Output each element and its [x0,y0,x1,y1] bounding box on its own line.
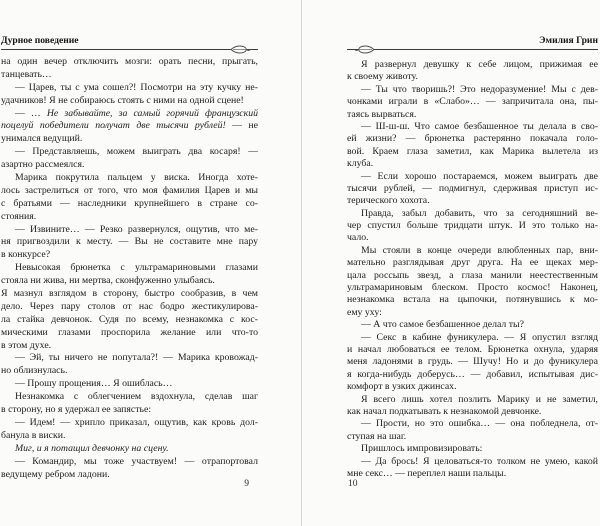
body-text: ей жизни? — брюнетка растерянно покачала голо- [347,133,598,145]
body-text: комфорт в узких джинсах. [347,381,457,393]
text-line [1,391,258,404]
body-text: танцевать… [1,68,52,80]
body-text: лось застрелиться от того, что моя фамилия Царев и мы [1,184,258,196]
text-line [1,340,258,353]
text-line [1,120,258,133]
text-line [1,327,258,340]
body-text: ня пригвоздили к месту. — Вы не составите мне пару [1,236,258,248]
text-line [347,406,598,418]
body-text: терического хохота. [347,195,430,207]
body-text: незнакомка встала на цыпочки, потянувшись к мо- [347,294,598,306]
text-line [347,195,598,207]
text-line [347,369,598,381]
text-line [347,208,598,220]
text-line [1,314,258,327]
text-line [1,275,258,288]
body-text: на один вечер отключить мозги: орать песни, прыгать, [1,56,258,67]
body-text: мическими глазами проспорила желание или что-то [1,326,258,338]
body-text: — Да брось! Я целоваться-то толком не умею, какой [361,455,598,467]
body-text: чонками играли в «Слабо»… — запричитала она, пы- [347,96,598,108]
text-line [347,356,598,368]
running-head-book-title: Дурное поведение [1,35,79,46]
text-line [347,344,598,356]
text-line [347,158,598,170]
body-text: Мы стояли в конце очереди влюбленных пар, вни- [361,244,598,256]
text-line [1,198,258,211]
text-line [1,69,258,82]
page-number: 10 [348,478,358,489]
running-head-author-name: Эмилия Грин [539,35,598,46]
body-text: клуба. [347,158,374,170]
body-text: дело. Через пару столов от нас бодро жестикулирова- [1,300,258,312]
body-text: — не [225,120,258,132]
body-text: но облизнулась. [1,365,68,377]
text-line [1,211,258,224]
text-line [347,109,598,121]
body-text: таясь вырваться. [347,108,417,120]
text-line [347,443,598,455]
text-line [1,108,258,121]
body-text: в сторону, но я удержал ее запястье: [1,404,152,416]
body-text: мательно разглядывая друг друга. На ее щеках мер- [347,257,598,269]
text-line [1,352,258,365]
body-text: стояла ни жива, ни мертва, сконфуженно улыбаясь. [1,275,215,287]
text-line [1,82,258,95]
text-line [1,95,258,108]
body-text: стояния. [1,210,37,222]
text-line [347,146,598,158]
text-line [347,431,598,443]
body-text: ему уху: [347,306,382,318]
body-text: тысячи рублей, — подмигнул, сдерживая приступ ис- [347,182,598,194]
text-line [1,185,258,198]
body-text: ла стайка девчонок. Судя по всему, незнакомка с кос- [1,313,258,325]
italic-text: Миг, и я потащил девчонку на сцену. [15,442,169,454]
text-line [347,456,598,468]
text-line [347,96,598,108]
body-text: чер спустил больше тридцати штук. И это только на- [347,220,598,232]
body-text: Пришлось импровизировать: [361,443,483,455]
body-text: — Прошу прощения… Я ошиблась… [15,378,173,390]
text-line [347,307,598,319]
text-line [1,288,258,301]
body-text: к своему животу. [347,71,418,83]
text-line [347,270,598,282]
body-text: — Эй, ты ничего не попутала?! — Марика кровожад- [15,352,258,364]
text-line [347,171,598,183]
body-text: Я всего лишь хотел позлить Марику и не заметил, [361,393,598,405]
text-line [1,56,258,69]
header-rule [347,49,598,50]
body-text: — Командир, мы тоже участвуем! — отрапортовал [15,455,258,467]
body-text: мне секс… — переплел наши пальцы. [347,467,507,479]
header-ornament-icon [354,45,376,54]
body-text: удачников! Я не собираюсь стоять с ними на одной сцене! [1,94,244,106]
text-line [1,456,258,469]
body-text: вой. Краем глаза заметил, как Марика вылетела из [347,145,598,157]
body-text: — Ш-ш-ш. Что самое безбашенное ты делала в сво- [361,120,598,132]
text-line [347,133,598,145]
page-body [1,56,258,481]
page-divider [301,0,302,526]
text-line [347,319,598,331]
text-line [347,220,598,232]
body-text: — Прости, но это ошибка… — она побледнела, от- [361,418,598,430]
body-text: — … [15,107,47,119]
body-text: Марика покрутила пальцем у виска. Иногда хоте- [15,172,258,184]
italic-text: Не забывайте, за самый горячий французский [46,107,258,119]
body-text: азартно рассмеялся. [1,159,85,171]
text-line [347,394,598,406]
text-line [347,381,598,393]
text-line [1,236,258,249]
text-line [347,84,598,96]
header-rule [1,49,258,50]
body-text: меня ладонями в грудь. — Шучу! Но и до фуникулера [347,356,598,368]
text-line [347,418,598,430]
body-text: в конкурсе? [1,249,51,261]
italic-text: поцелуй победители получат две тысячи рублей! [1,120,226,132]
body-text: с братьями — наследники крупнейшего в стране со- [1,197,258,209]
text-line [1,172,258,185]
text-line [1,249,258,262]
text-line [347,232,598,244]
text-line [1,146,258,159]
page-right [347,0,598,526]
body-text: чало. [347,232,369,244]
text-line [1,378,258,391]
body-text: — Ты что творишь?! Это недоразумение! Мы с дев- [361,83,598,95]
body-text: — Идем! — хрипло приказал, ощутив, как кровь дол- [15,416,258,428]
text-line [1,365,258,378]
body-text: — А что самое безбашенное делал ты? [361,319,524,331]
body-text: ультрамариновым блеском. Просто космос! Наконец, [347,282,598,294]
text-line [1,443,258,456]
text-line [347,59,598,71]
text-line [347,71,598,83]
text-line [1,301,258,314]
page-number: 9 [244,478,249,489]
text-line [1,159,258,172]
body-text: — Представляешь, можем выиграть два косаря! — [15,146,258,158]
text-line [1,224,258,237]
text-line [347,183,598,195]
body-text: Незнакомка с облегчением вздохнула, сделав шаг [15,391,258,403]
text-line [347,282,598,294]
body-text: я когда-нибудь доберусь… — добавил, испытывая дис- [347,368,598,380]
body-text: как начал подкатывать к незнакомой девчонке. [347,405,542,417]
body-text: Правда, забыл добавить, что за сегодняшний ве- [361,207,598,219]
text-line [1,262,258,275]
text-line [1,404,258,417]
text-line [347,121,598,133]
text-line [347,245,598,257]
page-body [347,59,598,480]
body-text: унимался ведущий. [1,133,83,145]
body-text: банула в виски. [1,429,66,441]
text-line [347,294,598,306]
body-text: ведущему ребром ладони. [1,468,110,480]
text-line [347,332,598,344]
page-left [1,0,258,526]
text-line [347,257,598,269]
body-text: — Если хорошо постараемся, можем выиграть две [361,170,598,182]
text-line [1,430,258,443]
body-text: — Извините… — Резко развернулся, ощутив, что ме- [15,223,258,235]
body-text: в этом духе. [1,339,52,351]
text-line [1,133,258,146]
body-text: Я мазнул взглядом в сторону, быстро сообразив, в чем [1,288,258,300]
header-ornament-icon [229,45,251,54]
body-text: Я развернул девушку к себе лицом, прижимая ее [361,59,598,70]
body-text: — Царев, ты с ума сошел?! Посмотри на эту кучку не- [15,81,258,93]
text-line [1,417,258,430]
body-text: и начал любоваться ее телом. Брюнетка охнула, ударяя [347,343,598,355]
body-text: цала россыпь звезд, а глаза манили неестественным [347,269,598,281]
body-text: — Секс в кабине фуникулера. — Я опустил взгляд [361,331,598,343]
body-text: Невысокая брюнетка с ультрамариновыми глазами [15,262,258,274]
body-text: ступая на шаг. [347,430,407,442]
